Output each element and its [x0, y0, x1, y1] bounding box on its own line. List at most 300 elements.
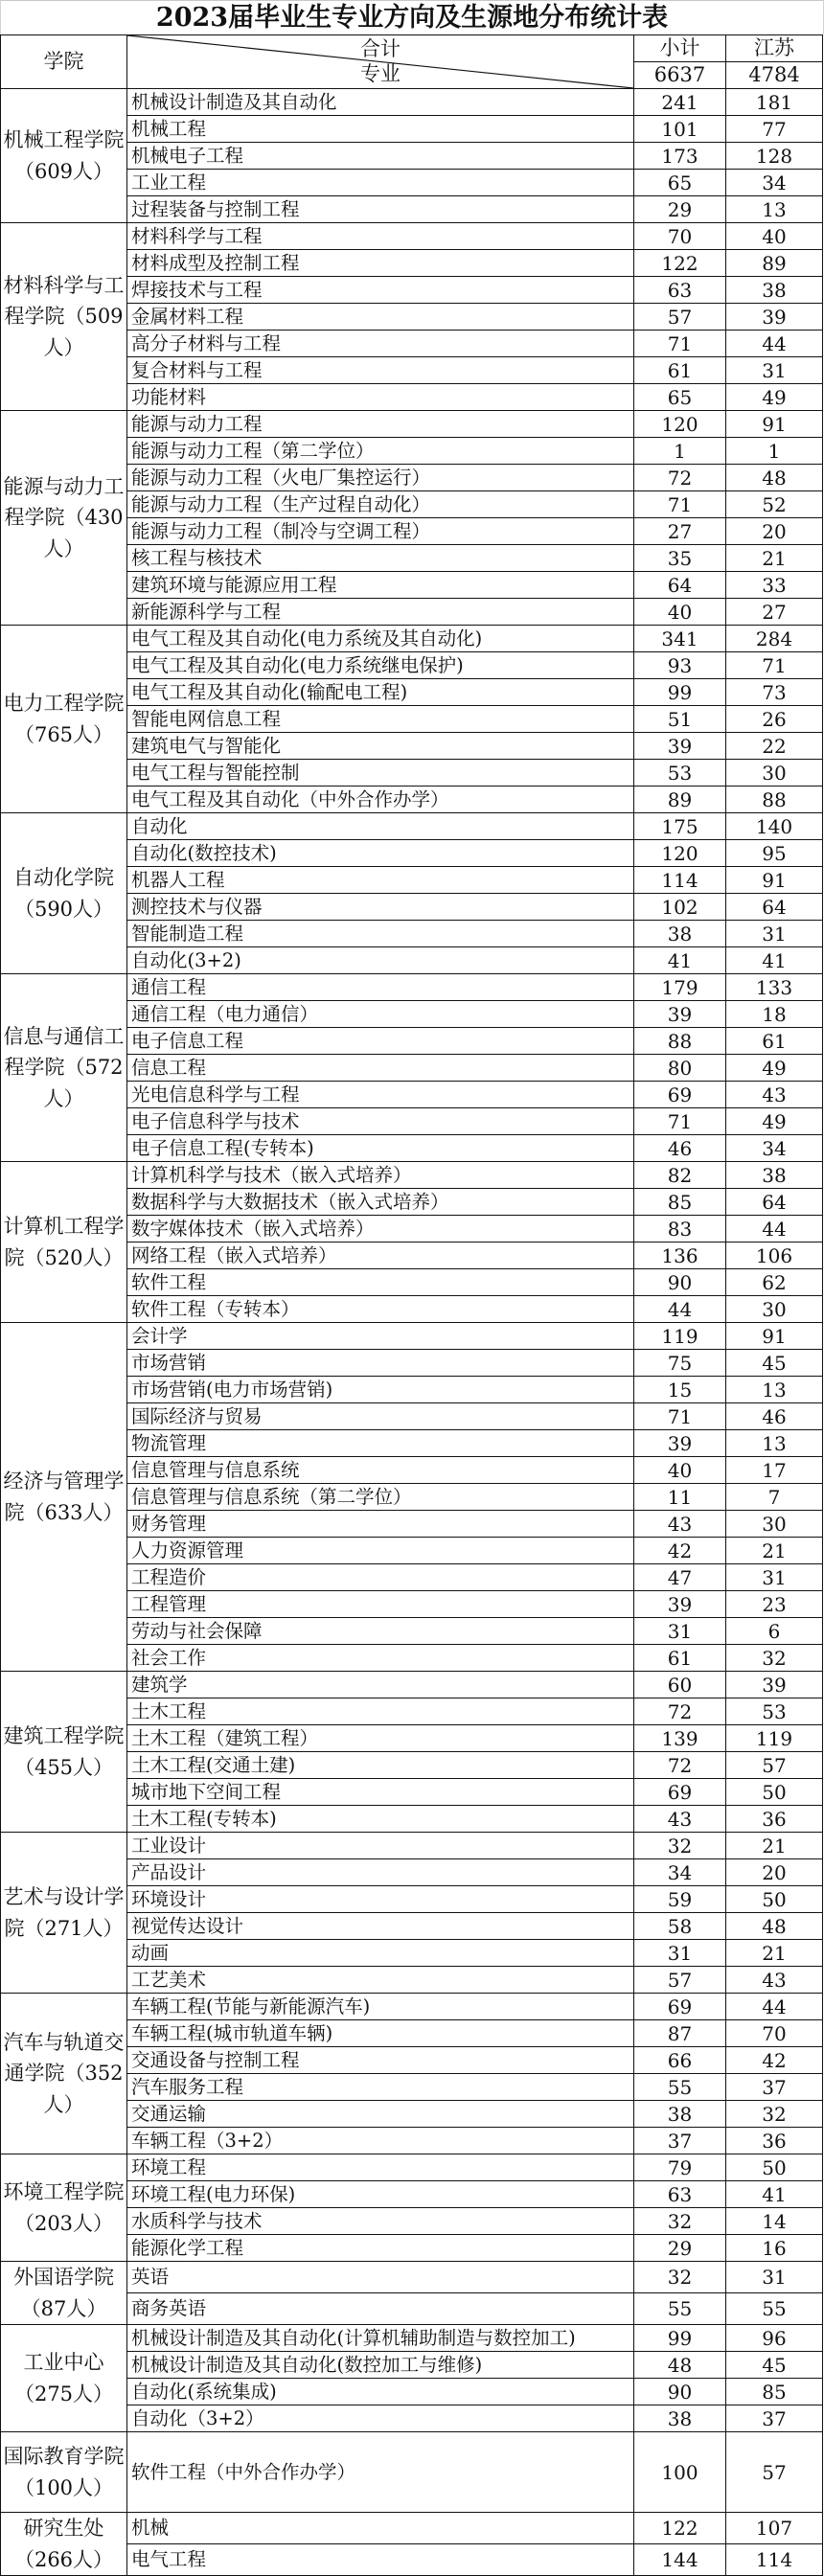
- jiangsu-cell[interactable]: 43: [726, 1082, 823, 1108]
- jiangsu-cell[interactable]: 140: [726, 813, 823, 840]
- subtotal-cell[interactable]: 51: [634, 706, 726, 733]
- jiangsu-cell[interactable]: 89: [726, 250, 823, 277]
- header-total-label: 合计: [360, 37, 401, 60]
- major-cell[interactable]: 通信工程: [127, 974, 634, 1001]
- jiangsu-cell[interactable]: 43: [726, 1967, 823, 1994]
- subtotal-cell[interactable]: 71: [634, 331, 726, 357]
- major-cell[interactable]: 能源与动力工程（火电厂集控运行）: [127, 465, 634, 491]
- subtotal-cell[interactable]: 55: [634, 2074, 726, 2101]
- jiangsu-cell[interactable]: 50: [726, 1779, 823, 1806]
- major-cell[interactable]: 交通设备与控制工程: [127, 2047, 634, 2074]
- distribution-table: [0, 34, 823, 2576]
- jiangsu-cell[interactable]: 44: [726, 1216, 823, 1242]
- jiangsu-cell[interactable]: 27: [726, 599, 823, 626]
- jiangsu-cell[interactable]: 30: [726, 1296, 823, 1323]
- subtotal-cell[interactable]: 241: [634, 89, 726, 116]
- jiangsu-cell[interactable]: 91: [726, 411, 823, 438]
- major-cell[interactable]: 视觉传达设计: [127, 1913, 634, 1940]
- major-cell[interactable]: 工程造价: [127, 1564, 634, 1591]
- major-cell[interactable]: 交通运输: [127, 2101, 634, 2128]
- jiangsu-cell[interactable]: 31: [726, 357, 823, 384]
- subtotal-cell[interactable]: 42: [634, 1538, 726, 1564]
- major-cell[interactable]: 国际经济与贸易: [127, 1403, 634, 1430]
- subtotal-cell[interactable]: 72: [634, 1752, 726, 1779]
- major-cell[interactable]: 环境工程: [127, 2154, 634, 2181]
- major-cell[interactable]: 人力资源管理: [127, 1538, 634, 1564]
- jiangsu-cell[interactable]: 41: [726, 2181, 823, 2208]
- subtotal-cell[interactable]: 139: [634, 1725, 726, 1752]
- subtotal-cell[interactable]: 90: [634, 2379, 726, 2405]
- subtotal-cell[interactable]: 120: [634, 411, 726, 438]
- major-cell[interactable]: 信息管理与信息系统（第二学位）: [127, 1484, 634, 1511]
- subtotal-cell[interactable]: 37: [634, 2128, 726, 2154]
- subtotal-cell[interactable]: 93: [634, 652, 726, 679]
- subtotal-cell[interactable]: 70: [634, 223, 726, 250]
- college-cell[interactable]: 计算机工程学院（520人）: [1, 1162, 127, 1323]
- college-cell[interactable]: 材料科学与工程学院（509人）: [1, 223, 127, 411]
- jiangsu-cell[interactable]: 91: [726, 1323, 823, 1350]
- subtotal-cell[interactable]: 102: [634, 894, 726, 921]
- jiangsu-cell[interactable]: 37: [726, 2074, 823, 2101]
- jiangsu-cell[interactable]: 21: [726, 1538, 823, 1564]
- major-cell[interactable]: 焊接技术与工程: [127, 277, 634, 304]
- major-cell[interactable]: 车辆工程（3+2）: [127, 2128, 634, 2154]
- major-cell[interactable]: 能源与动力工程（第二学位）: [127, 438, 634, 465]
- jiangsu-cell[interactable]: 73: [726, 679, 823, 706]
- subtotal-cell[interactable]: 53: [634, 760, 726, 786]
- subtotal-cell[interactable]: 60: [634, 1672, 726, 1698]
- subtotal-cell[interactable]: 46: [634, 1135, 726, 1162]
- jiangsu-cell[interactable]: 44: [726, 1994, 823, 2020]
- subtotal-cell[interactable]: 71: [634, 1403, 726, 1430]
- major-cell[interactable]: 电气工程及其自动化(输配电工程): [127, 679, 634, 706]
- subtotal-cell[interactable]: 65: [634, 170, 726, 196]
- jiangsu-cell[interactable]: 64: [726, 1189, 823, 1216]
- jiangsu-cell[interactable]: 18: [726, 1001, 823, 1028]
- major-cell[interactable]: 工程管理: [127, 1591, 634, 1618]
- subtotal-cell[interactable]: 89: [634, 786, 726, 813]
- subtotal-cell[interactable]: 100: [634, 2432, 726, 2513]
- jiangsu-cell[interactable]: 52: [726, 491, 823, 518]
- jiangsu-cell[interactable]: 31: [726, 2262, 823, 2293]
- major-cell[interactable]: 物流管理: [127, 1430, 634, 1457]
- major-cell[interactable]: 能源与动力工程（生产过程自动化）: [127, 491, 634, 518]
- major-cell[interactable]: 机械工程: [127, 116, 634, 143]
- subtotal-cell[interactable]: 43: [634, 1806, 726, 1833]
- college-cell[interactable]: 信息与通信工程学院（572人）: [1, 974, 127, 1162]
- major-cell[interactable]: 光电信息科学与工程: [127, 1082, 634, 1108]
- jiangsu-cell[interactable]: 45: [726, 2352, 823, 2379]
- jiangsu-cell[interactable]: 49: [726, 1055, 823, 1082]
- table-row: [1, 2154, 823, 2181]
- major-cell[interactable]: 机械设计制造及其自动化: [127, 89, 634, 116]
- major-cell[interactable]: 自动化(数控技术): [127, 840, 634, 867]
- jiangsu-cell[interactable]: 36: [726, 1806, 823, 1833]
- jiangsu-cell[interactable]: 41: [726, 947, 823, 974]
- major-cell[interactable]: 高分子材料与工程: [127, 331, 634, 357]
- subtotal-cell[interactable]: 61: [634, 357, 726, 384]
- subtotal-cell[interactable]: 63: [634, 277, 726, 304]
- major-cell[interactable]: 车辆工程(节能与新能源汽车): [127, 1994, 634, 2020]
- subtotal-cell[interactable]: 87: [634, 2020, 726, 2047]
- major-cell[interactable]: 电气工程与智能控制: [127, 760, 634, 786]
- subtotal-cell[interactable]: 66: [634, 2047, 726, 2074]
- header-college[interactable]: 学院: [1, 35, 127, 89]
- jiangsu-cell[interactable]: 36: [726, 2128, 823, 2154]
- subtotal-cell[interactable]: 40: [634, 1457, 726, 1484]
- major-cell[interactable]: 智能电网信息工程: [127, 706, 634, 733]
- jiangsu-cell[interactable]: 96: [726, 2325, 823, 2352]
- major-cell[interactable]: 能源与动力工程（制冷与空调工程）: [127, 518, 634, 545]
- subtotal-cell[interactable]: 136: [634, 1242, 726, 1269]
- subtotal-cell[interactable]: 57: [634, 304, 726, 331]
- major-cell[interactable]: 电气工程及其自动化（中外合作办学）: [127, 786, 634, 813]
- header-subtotal[interactable]: 小计: [634, 35, 726, 62]
- major-cell[interactable]: 金属材料工程: [127, 304, 634, 331]
- subtotal-cell[interactable]: 48: [634, 2352, 726, 2379]
- major-cell[interactable]: 土木工程(专转本): [127, 1806, 634, 1833]
- subtotal-cell[interactable]: 179: [634, 974, 726, 1001]
- subtotal-cell[interactable]: 47: [634, 1564, 726, 1591]
- jiangsu-cell[interactable]: 20: [726, 1859, 823, 1886]
- major-cell[interactable]: 市场营销: [127, 1350, 634, 1377]
- subtotal-cell[interactable]: 38: [634, 2101, 726, 2128]
- jiangsu-cell[interactable]: 13: [726, 1430, 823, 1457]
- jiangsu-cell[interactable]: 91: [726, 867, 823, 894]
- jiangsu-cell[interactable]: 57: [726, 1752, 823, 1779]
- major-cell[interactable]: 计算机科学与技术（嵌入式培养）: [127, 1162, 634, 1189]
- major-cell[interactable]: 劳动与社会保障: [127, 1618, 634, 1645]
- major-cell[interactable]: 环境设计: [127, 1886, 634, 1913]
- jiangsu-cell[interactable]: 21: [726, 1940, 823, 1967]
- subtotal-cell[interactable]: 1: [634, 438, 726, 465]
- subtotal-cell[interactable]: 99: [634, 679, 726, 706]
- subtotal-cell[interactable]: 83: [634, 1216, 726, 1242]
- college-cell[interactable]: 机械工程学院（609人）: [1, 89, 127, 223]
- jiangsu-cell[interactable]: 6: [726, 1618, 823, 1645]
- table-row: [1, 1672, 823, 1698]
- table-row: [1, 2325, 823, 2352]
- subtotal-cell[interactable]: 71: [634, 1108, 726, 1135]
- major-cell[interactable]: 机械设计制造及其自动化(数控加工与维修): [127, 2352, 634, 2379]
- subtotal-cell[interactable]: 69: [634, 1082, 726, 1108]
- subtotal-cell[interactable]: 32: [634, 1833, 726, 1859]
- major-cell[interactable]: 新能源科学与工程: [127, 599, 634, 626]
- major-cell[interactable]: 财务管理: [127, 1511, 634, 1538]
- major-cell[interactable]: 自动化(3+2): [127, 947, 634, 974]
- table-row: [1, 2262, 823, 2293]
- major-cell[interactable]: 建筑学: [127, 1672, 634, 1698]
- jiangsu-cell[interactable]: 38: [726, 277, 823, 304]
- jiangsu-cell[interactable]: 49: [726, 1108, 823, 1135]
- grand-subtotal[interactable]: 6637: [634, 62, 726, 89]
- subtotal-cell[interactable]: 55: [634, 2293, 726, 2325]
- header-jiangsu[interactable]: 江苏: [726, 35, 823, 62]
- jiangsu-cell[interactable]: 7: [726, 1484, 823, 1511]
- jiangsu-cell[interactable]: 22: [726, 733, 823, 760]
- major-cell[interactable]: 商务英语: [127, 2293, 634, 2325]
- major-cell[interactable]: 数字媒体技术（嵌入式培养）: [127, 1216, 634, 1242]
- major-cell[interactable]: 电气工程及其自动化(电力系统继电保护): [127, 652, 634, 679]
- subtotal-cell[interactable]: 173: [634, 143, 726, 170]
- major-cell[interactable]: 电子信息科学与技术: [127, 1108, 634, 1135]
- jiangsu-cell[interactable]: 284: [726, 626, 823, 652]
- jiangsu-cell[interactable]: 119: [726, 1725, 823, 1752]
- major-cell[interactable]: 动画: [127, 1940, 634, 1967]
- major-cell[interactable]: 电气工程: [127, 2544, 634, 2576]
- major-cell[interactable]: 建筑环境与能源应用工程: [127, 572, 634, 599]
- jiangsu-cell[interactable]: 38: [726, 1162, 823, 1189]
- jiangsu-cell[interactable]: 32: [726, 2101, 823, 2128]
- jiangsu-cell[interactable]: 133: [726, 974, 823, 1001]
- subtotal-cell[interactable]: 75: [634, 1350, 726, 1377]
- subtotal-cell[interactable]: 122: [634, 2513, 726, 2544]
- grand-jiangsu[interactable]: 4784: [726, 62, 823, 89]
- subtotal-cell[interactable]: 175: [634, 813, 726, 840]
- jiangsu-cell[interactable]: 39: [726, 1672, 823, 1698]
- major-cell[interactable]: 机器人工程: [127, 867, 634, 894]
- jiangsu-cell[interactable]: 30: [726, 760, 823, 786]
- subtotal-cell[interactable]: 39: [634, 1001, 726, 1028]
- college-cell[interactable]: 环境工程学院（203人）: [1, 2154, 127, 2262]
- jiangsu-cell[interactable]: 14: [726, 2208, 823, 2235]
- major-cell[interactable]: 会计学: [127, 1323, 634, 1350]
- table-title: 2023届毕业生专业方向及生源地分布统计表: [0, 0, 824, 34]
- subtotal-cell[interactable]: 85: [634, 1189, 726, 1216]
- jiangsu-cell[interactable]: 64: [726, 894, 823, 921]
- major-cell[interactable]: 工业设计: [127, 1833, 634, 1859]
- jiangsu-cell[interactable]: 32: [726, 1645, 823, 1672]
- jiangsu-cell[interactable]: 23: [726, 1591, 823, 1618]
- subtotal-cell[interactable]: 119: [634, 1323, 726, 1350]
- subtotal-cell[interactable]: 31: [634, 1618, 726, 1645]
- jiangsu-cell[interactable]: 21: [726, 545, 823, 572]
- major-cell[interactable]: 土木工程: [127, 1698, 634, 1725]
- major-cell[interactable]: 工艺美术: [127, 1967, 634, 1994]
- college-cell[interactable]: 国际教育学院（100人）: [1, 2432, 127, 2513]
- jiangsu-cell[interactable]: 46: [726, 1403, 823, 1430]
- subtotal-cell[interactable]: 38: [634, 921, 726, 947]
- subtotal-cell[interactable]: 32: [634, 2208, 726, 2235]
- subtotal-cell[interactable]: 32: [634, 2262, 726, 2293]
- subtotal-cell[interactable]: 39: [634, 1430, 726, 1457]
- jiangsu-cell[interactable]: 114: [726, 2544, 823, 2576]
- subtotal-cell[interactable]: 39: [634, 733, 726, 760]
- major-cell[interactable]: 社会工作: [127, 1645, 634, 1672]
- major-cell[interactable]: 测控技术与仪器: [127, 894, 634, 921]
- subtotal-cell[interactable]: 38: [634, 2405, 726, 2432]
- major-cell[interactable]: 市场营销(电力市场营销): [127, 1377, 634, 1403]
- jiangsu-cell[interactable]: 16: [726, 2235, 823, 2262]
- college-cell[interactable]: 汽车与轨道交通学院（352人）: [1, 1994, 127, 2154]
- jiangsu-cell[interactable]: 37: [726, 2405, 823, 2432]
- major-cell[interactable]: 电子信息工程: [127, 1028, 634, 1055]
- jiangsu-cell[interactable]: 13: [726, 1377, 823, 1403]
- subtotal-cell[interactable]: 72: [634, 465, 726, 491]
- major-cell[interactable]: 车辆工程(城市轨道车辆): [127, 2020, 634, 2047]
- college-cell[interactable]: 研究生处（266人）: [1, 2513, 127, 2576]
- subtotal-cell[interactable]: 59: [634, 1886, 726, 1913]
- jiangsu-cell[interactable]: 33: [726, 572, 823, 599]
- major-cell[interactable]: 通信工程（电力通信）: [127, 1001, 634, 1028]
- major-cell[interactable]: 复合材料与工程: [127, 357, 634, 384]
- college-cell[interactable]: 建筑工程学院（455人）: [1, 1672, 127, 1833]
- subtotal-cell[interactable]: 88: [634, 1028, 726, 1055]
- major-cell[interactable]: 过程装备与控制工程: [127, 196, 634, 223]
- major-cell[interactable]: 水质科学与技术: [127, 2208, 634, 2235]
- major-cell[interactable]: 数据科学与大数据技术（嵌入式培养）: [127, 1189, 634, 1216]
- major-cell[interactable]: 网络工程（嵌入式培养）: [127, 1242, 634, 1269]
- jiangsu-cell[interactable]: 30: [726, 1511, 823, 1538]
- subtotal-cell[interactable]: 99: [634, 2325, 726, 2352]
- major-cell[interactable]: 建筑电气与智能化: [127, 733, 634, 760]
- subtotal-cell[interactable]: 65: [634, 384, 726, 411]
- major-cell[interactable]: 机械设计制造及其自动化(计算机辅助制造与数控加工): [127, 2325, 634, 2352]
- jiangsu-cell[interactable]: 181: [726, 89, 823, 116]
- subtotal-cell[interactable]: 44: [634, 1296, 726, 1323]
- jiangsu-cell[interactable]: 17: [726, 1457, 823, 1484]
- subtotal-cell[interactable]: 71: [634, 491, 726, 518]
- college-cell[interactable]: 能源与动力工程学院（430人）: [1, 411, 127, 626]
- major-cell[interactable]: 软件工程: [127, 1269, 634, 1296]
- subtotal-cell[interactable]: 122: [634, 250, 726, 277]
- major-cell[interactable]: 自动化: [127, 813, 634, 840]
- subtotal-cell[interactable]: 29: [634, 2235, 726, 2262]
- jiangsu-cell[interactable]: 44: [726, 331, 823, 357]
- subtotal-cell[interactable]: 80: [634, 1055, 726, 1082]
- major-cell[interactable]: 智能制造工程: [127, 921, 634, 947]
- major-cell[interactable]: 核工程与核技术: [127, 545, 634, 572]
- jiangsu-cell[interactable]: 62: [726, 1269, 823, 1296]
- subtotal-cell[interactable]: 82: [634, 1162, 726, 1189]
- college-cell[interactable]: 自动化学院（590人）: [1, 813, 127, 974]
- jiangsu-cell[interactable]: 42: [726, 2047, 823, 2074]
- jiangsu-cell[interactable]: 40: [726, 223, 823, 250]
- subtotal-cell[interactable]: 64: [634, 572, 726, 599]
- subtotal-cell[interactable]: 101: [634, 116, 726, 143]
- major-cell[interactable]: 电子信息工程(专转本): [127, 1135, 634, 1162]
- subtotal-cell[interactable]: 34: [634, 1859, 726, 1886]
- jiangsu-cell[interactable]: 106: [726, 1242, 823, 1269]
- major-cell[interactable]: 城市地下空间工程: [127, 1779, 634, 1806]
- jiangsu-cell[interactable]: 71: [726, 652, 823, 679]
- subtotal-cell[interactable]: 341: [634, 626, 726, 652]
- table-row: [1, 411, 823, 438]
- major-cell[interactable]: 材料科学与工程: [127, 223, 634, 250]
- major-cell[interactable]: 电气工程及其自动化(电力系统及其自动化): [127, 626, 634, 652]
- major-cell[interactable]: 自动化(系统集成): [127, 2379, 634, 2405]
- major-cell[interactable]: 土木工程(交通土建): [127, 1752, 634, 1779]
- major-cell[interactable]: 产品设计: [127, 1859, 634, 1886]
- college-cell[interactable]: 经济与管理学院（633人）: [1, 1323, 127, 1672]
- major-cell[interactable]: 信息管理与信息系统: [127, 1457, 634, 1484]
- jiangsu-cell[interactable]: 26: [726, 706, 823, 733]
- jiangsu-cell[interactable]: 50: [726, 1886, 823, 1913]
- jiangsu-cell[interactable]: 95: [726, 840, 823, 867]
- jiangsu-cell[interactable]: 48: [726, 1913, 823, 1940]
- major-cell[interactable]: 信息工程: [127, 1055, 634, 1082]
- major-cell[interactable]: 机械: [127, 2513, 634, 2544]
- jiangsu-cell[interactable]: 107: [726, 2513, 823, 2544]
- jiangsu-cell[interactable]: 57: [726, 2432, 823, 2513]
- subtotal-cell[interactable]: 40: [634, 599, 726, 626]
- subtotal-cell[interactable]: 90: [634, 1269, 726, 1296]
- major-cell[interactable]: 功能材料: [127, 384, 634, 411]
- jiangsu-cell[interactable]: 48: [726, 465, 823, 491]
- major-cell[interactable]: 英语: [127, 2262, 634, 2293]
- jiangsu-cell[interactable]: 50: [726, 2154, 823, 2181]
- subtotal-cell[interactable]: 43: [634, 1511, 726, 1538]
- jiangsu-cell[interactable]: 128: [726, 143, 823, 170]
- college-cell[interactable]: 工业中心（275人）: [1, 2325, 127, 2432]
- major-cell[interactable]: 自动化（3+2）: [127, 2405, 634, 2432]
- jiangsu-cell[interactable]: 70: [726, 2020, 823, 2047]
- jiangsu-cell[interactable]: 77: [726, 116, 823, 143]
- major-cell[interactable]: 能源化学工程: [127, 2235, 634, 2262]
- subtotal-cell[interactable]: 79: [634, 2154, 726, 2181]
- subtotal-cell[interactable]: 61: [634, 1645, 726, 1672]
- subtotal-cell[interactable]: 72: [634, 1698, 726, 1725]
- jiangsu-cell[interactable]: 88: [726, 786, 823, 813]
- jiangsu-cell[interactable]: 39: [726, 304, 823, 331]
- subtotal-cell[interactable]: 31: [634, 1940, 726, 1967]
- major-cell[interactable]: 软件工程（专转本）: [127, 1296, 634, 1323]
- major-cell[interactable]: 能源与动力工程: [127, 411, 634, 438]
- subtotal-cell[interactable]: 69: [634, 1994, 726, 2020]
- major-cell[interactable]: 环境工程(电力环保): [127, 2181, 634, 2208]
- subtotal-cell[interactable]: 29: [634, 196, 726, 223]
- college-cell[interactable]: 外国语学院（87人）: [1, 2262, 127, 2325]
- subtotal-cell[interactable]: 15: [634, 1377, 726, 1403]
- subtotal-cell[interactable]: 69: [634, 1779, 726, 1806]
- college-cell[interactable]: 电力工程学院（765人）: [1, 626, 127, 813]
- jiangsu-cell[interactable]: 85: [726, 2379, 823, 2405]
- jiangsu-cell[interactable]: 34: [726, 170, 823, 196]
- major-cell[interactable]: 材料成型及控制工程: [127, 250, 634, 277]
- jiangsu-cell[interactable]: 21: [726, 1833, 823, 1859]
- subtotal-cell[interactable]: 144: [634, 2544, 726, 2576]
- jiangsu-cell[interactable]: 13: [726, 196, 823, 223]
- jiangsu-cell[interactable]: 20: [726, 518, 823, 545]
- subtotal-cell[interactable]: 41: [634, 947, 726, 974]
- jiangsu-cell[interactable]: 45: [726, 1350, 823, 1377]
- header-diagonal-cell[interactable]: [127, 35, 634, 89]
- subtotal-cell[interactable]: 11: [634, 1484, 726, 1511]
- jiangsu-cell[interactable]: 31: [726, 1564, 823, 1591]
- subtotal-cell[interactable]: 27: [634, 518, 726, 545]
- jiangsu-cell[interactable]: 53: [726, 1698, 823, 1725]
- subtotal-cell[interactable]: 63: [634, 2181, 726, 2208]
- college-cell[interactable]: 艺术与设计学院（271人）: [1, 1833, 127, 1994]
- subtotal-cell[interactable]: 35: [634, 545, 726, 572]
- major-cell[interactable]: 汽车服务工程: [127, 2074, 634, 2101]
- major-cell[interactable]: 机械电子工程: [127, 143, 634, 170]
- subtotal-cell[interactable]: 120: [634, 840, 726, 867]
- major-cell[interactable]: 软件工程（中外合作办学）: [127, 2432, 634, 2513]
- subtotal-cell[interactable]: 57: [634, 1967, 726, 1994]
- subtotal-cell[interactable]: 114: [634, 867, 726, 894]
- subtotal-cell[interactable]: 39: [634, 1591, 726, 1618]
- jiangsu-cell[interactable]: 49: [726, 384, 823, 411]
- jiangsu-cell[interactable]: 55: [726, 2293, 823, 2325]
- jiangsu-cell[interactable]: 1: [726, 438, 823, 465]
- jiangsu-cell[interactable]: 61: [726, 1028, 823, 1055]
- jiangsu-cell[interactable]: 31: [726, 921, 823, 947]
- major-cell[interactable]: 工业工程: [127, 170, 634, 196]
- major-cell[interactable]: 土木工程（建筑工程）: [127, 1725, 634, 1752]
- subtotal-cell[interactable]: 58: [634, 1913, 726, 1940]
- jiangsu-cell[interactable]: 34: [726, 1135, 823, 1162]
